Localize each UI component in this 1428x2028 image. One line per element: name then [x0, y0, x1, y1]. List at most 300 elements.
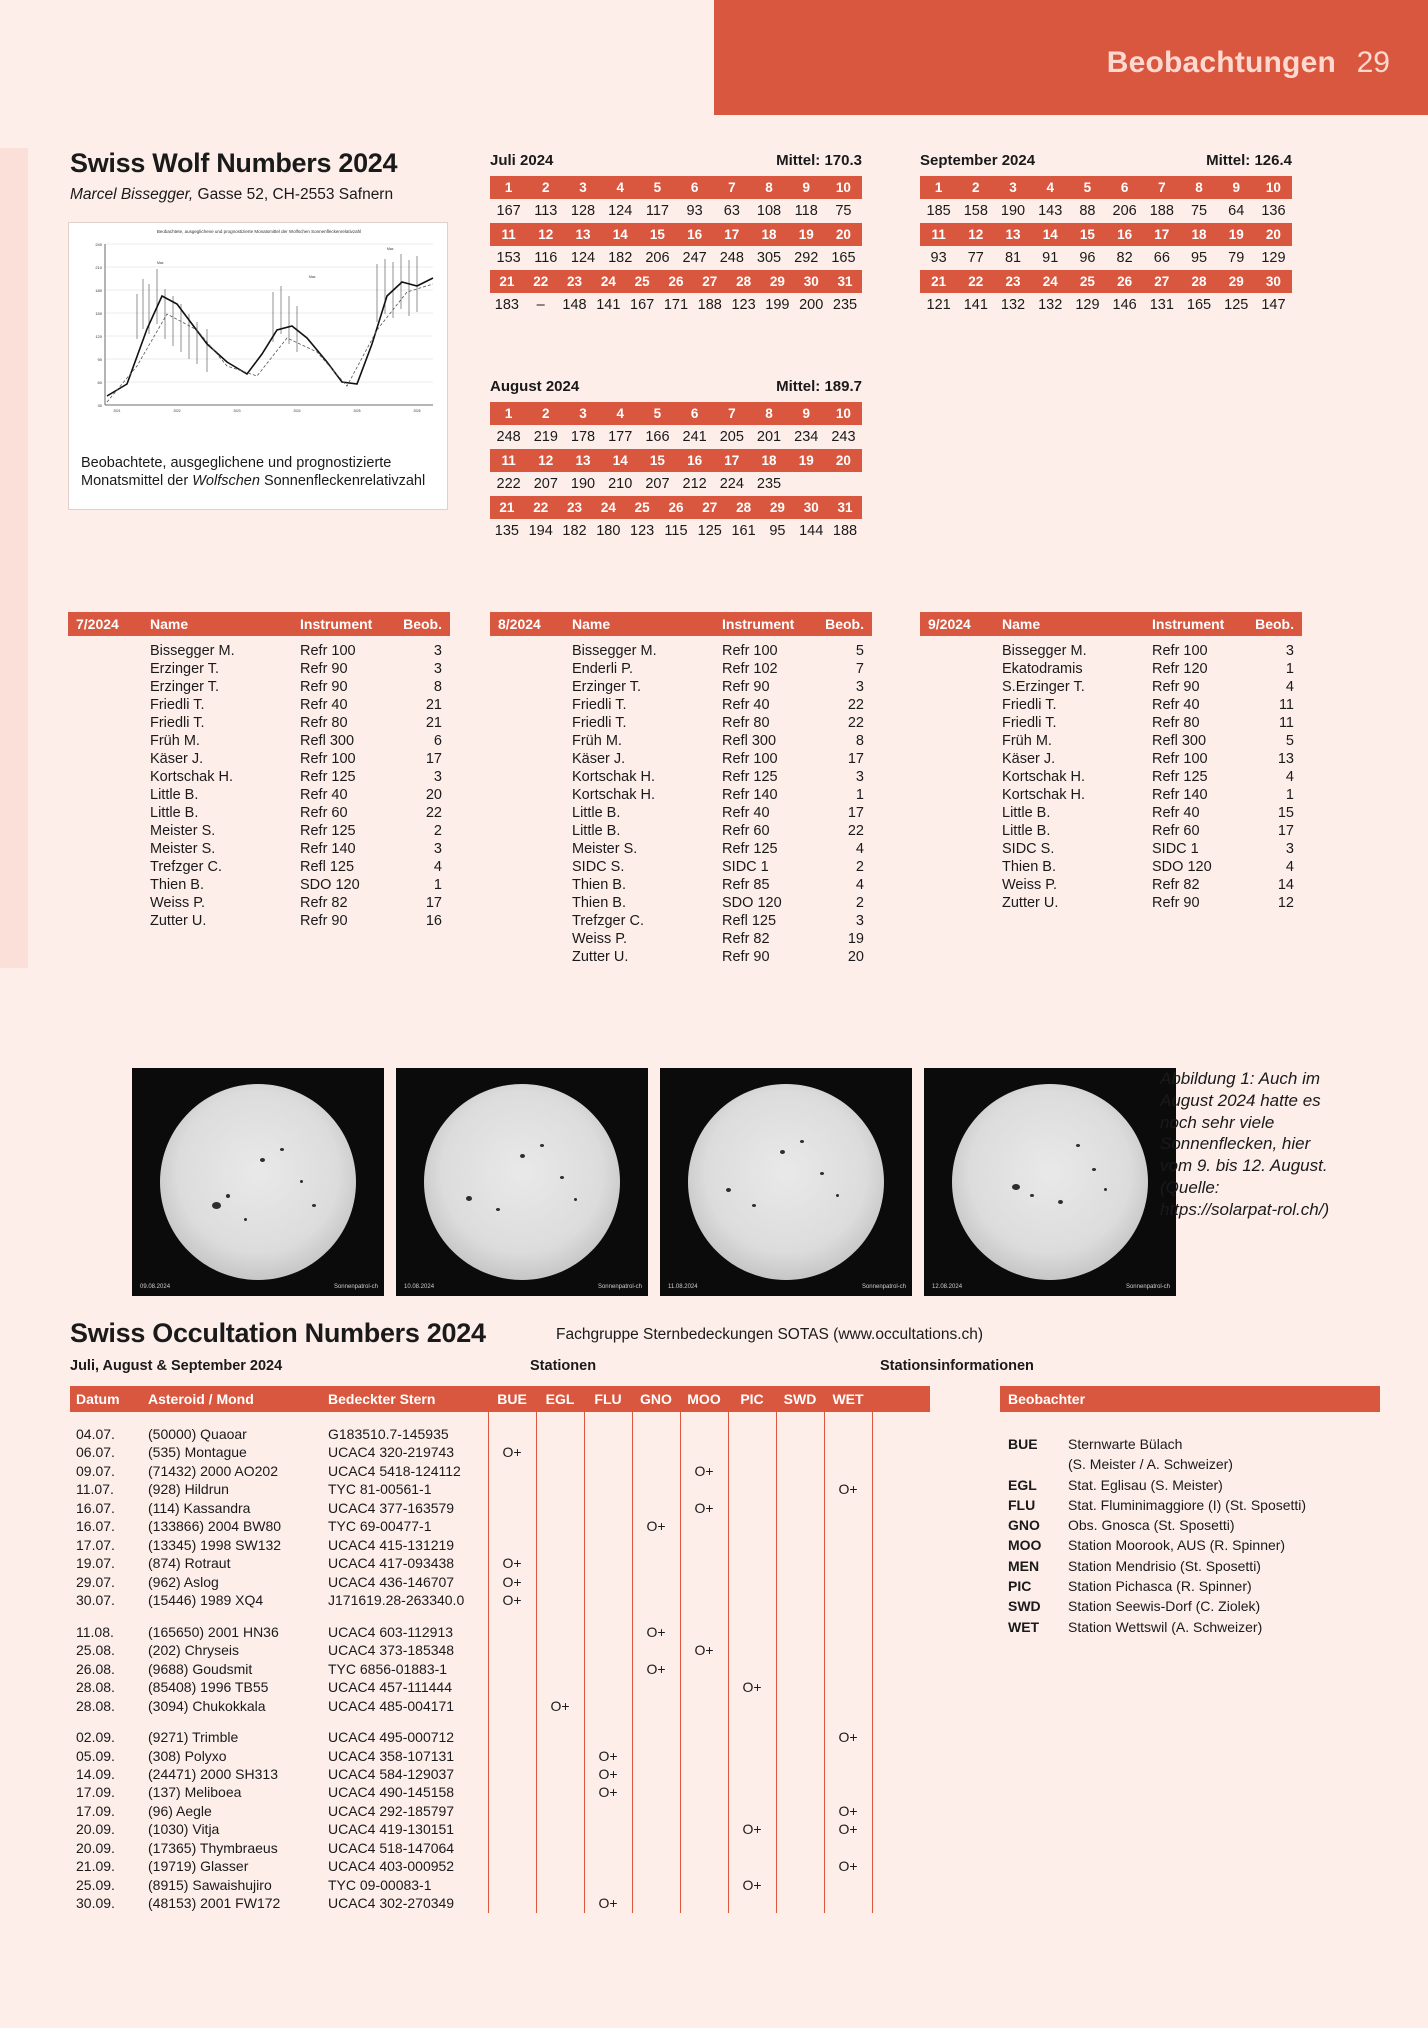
- cell-name: Trefzger C.: [572, 913, 644, 929]
- station-desc: Stat. Eglisau (S. Meister): [1068, 1476, 1223, 1493]
- cell-mark: [488, 1660, 536, 1678]
- table-row: [490, 660, 872, 678]
- cell-mark: [536, 1857, 584, 1875]
- value-cell: 243: [831, 429, 856, 445]
- table-row: [920, 894, 1302, 912]
- station-code: BUE: [1008, 1436, 1038, 1452]
- day-cell: 23: [1005, 274, 1021, 289]
- cell-name: Weiss P.: [1002, 877, 1058, 893]
- cell-mark: O+: [838, 1821, 858, 1838]
- station-desc: Obs. Gnosca (St. Sposetti): [1068, 1517, 1235, 1534]
- day-cell: 26: [668, 274, 684, 289]
- value-cell: 167: [630, 297, 655, 313]
- cell-instrument: Refr 100: [300, 751, 356, 767]
- cell-beob: 20: [425, 787, 442, 803]
- svg-text:30: 30: [97, 403, 102, 408]
- value-cell: 141: [963, 297, 988, 313]
- cell-mark: [680, 1660, 728, 1678]
- cell-beob: 22: [847, 697, 864, 713]
- value-cell: 143: [1038, 203, 1063, 219]
- cell-mark: [488, 1857, 536, 1875]
- value-cell: 247: [682, 250, 707, 266]
- cell-mark: O+: [838, 1858, 858, 1875]
- cell-beob: 15: [1277, 805, 1294, 821]
- cell-mark: [776, 1499, 824, 1517]
- cell-instrument: Refr 100: [1152, 751, 1208, 767]
- station-code: FLU: [1008, 1496, 1036, 1513]
- cell-mark: [776, 1425, 824, 1443]
- day-cell: 21: [931, 274, 947, 289]
- col-beob: Beob.: [825, 616, 864, 632]
- month-table-august: [490, 378, 862, 543]
- cell-beob: 17: [847, 805, 864, 821]
- cell-instrument: Refr 125: [722, 769, 778, 785]
- day-header-row: [920, 270, 1292, 293]
- cell-beob: 17: [1277, 823, 1294, 839]
- image-source-label: Sonnenpatrol-ch: [1125, 1284, 1170, 1290]
- day-cell: 2: [542, 180, 550, 195]
- cell-mark: [632, 1536, 680, 1554]
- cell-beob: 19: [847, 931, 864, 947]
- cell-beob: 4: [1285, 679, 1294, 695]
- list-item: [1000, 1535, 1380, 1555]
- cell-mark: [488, 1783, 536, 1801]
- cell-star: TYC 09-00083-1: [328, 1876, 432, 1893]
- cell-mark: O+: [742, 1876, 762, 1893]
- day-cell: 8: [765, 406, 773, 421]
- cell-mark: [536, 1765, 584, 1783]
- list-item: [1000, 1596, 1380, 1616]
- cell-instrument: Refr 100: [300, 643, 356, 659]
- cell-mark: [728, 1857, 776, 1875]
- table-row: [920, 732, 1302, 750]
- cell-mark: [536, 1678, 584, 1696]
- cell-mark: [728, 1728, 776, 1746]
- cell-beob: 13: [1277, 751, 1294, 767]
- value-cell: 248: [719, 250, 744, 266]
- cell-mark: [824, 1876, 872, 1894]
- cell-mark: [824, 1462, 872, 1480]
- day-cell: 12: [538, 227, 554, 242]
- station-code: WET: [1008, 1618, 1040, 1635]
- list-item: [1000, 1475, 1380, 1495]
- svg-text:150: 150: [95, 311, 102, 316]
- cell-mark: [728, 1573, 776, 1591]
- cell-instrument: Refr 125: [722, 841, 778, 857]
- cell-instrument: Refr 125: [300, 769, 356, 785]
- cell-mark: [680, 1678, 728, 1696]
- cell-beob: 3: [433, 661, 442, 677]
- table-row: [70, 1480, 930, 1498]
- value-cell: 210: [608, 476, 633, 492]
- cell-instrument: Refr 125: [300, 823, 356, 839]
- col-name: Name: [150, 616, 189, 632]
- period-label: 8/2024: [498, 616, 541, 632]
- day-cell: 8: [765, 180, 773, 195]
- cell-mark: [728, 1591, 776, 1609]
- table-row: [490, 714, 872, 732]
- col-station-egl: EGL: [545, 1391, 575, 1407]
- table-row: [490, 912, 872, 930]
- day-cell: 20: [1265, 227, 1281, 242]
- day-cell: 22: [533, 274, 549, 289]
- table-row: [68, 912, 450, 930]
- cell-beob: 3: [433, 769, 442, 785]
- day-cell: 25: [634, 500, 650, 515]
- col-name: Name: [1002, 616, 1041, 632]
- wolf-section-title: Swiss Wolf Numbers 2024: [70, 148, 398, 178]
- day-cell: 17: [1154, 227, 1170, 242]
- cell-star: UCAC4 292-185797: [328, 1802, 455, 1819]
- table-row: [920, 858, 1302, 876]
- sun-disc: [160, 1084, 356, 1280]
- table-row: [70, 1536, 930, 1554]
- cell-beob: 21: [425, 715, 442, 731]
- cell-mark: [776, 1876, 824, 1894]
- sun-disc: [952, 1084, 1148, 1280]
- cell-mark: [776, 1839, 824, 1857]
- cell-mark: [776, 1802, 824, 1820]
- value-cell: 129: [1075, 297, 1100, 313]
- cell-mark: [728, 1839, 776, 1857]
- cell-instrument: SDO 120: [722, 895, 782, 911]
- cell-date: 16.07.: [76, 1518, 115, 1535]
- table-row: [70, 1573, 930, 1591]
- cell-asteroid: (3094) Chukokkala: [148, 1697, 266, 1714]
- cell-mark: [728, 1480, 776, 1498]
- day-cell: 22: [968, 274, 984, 289]
- occultation-subtitle: Fachgruppe Sternbedeckungen SOTAS (www.occultations.ch): [556, 1326, 984, 1343]
- month-table-september: [920, 152, 1292, 317]
- wolf-chart: [77, 229, 441, 447]
- station-code: MEN: [1008, 1557, 1040, 1574]
- col-asteroid: Asteroid / Mond: [148, 1391, 254, 1407]
- table-row: [70, 1641, 930, 1659]
- table-row: [490, 768, 872, 786]
- cell-mark: [824, 1641, 872, 1659]
- cell-name: Little B.: [150, 805, 199, 821]
- value-cell: 188: [697, 297, 722, 313]
- value-cell: 183: [494, 297, 519, 313]
- value-cell: 177: [608, 429, 633, 445]
- day-header-row: [490, 176, 862, 199]
- station-desc: Station Moorook, AUS (R. Spinner): [1068, 1537, 1286, 1554]
- day-cell: 14: [1042, 227, 1058, 242]
- occultation-table: [70, 1386, 930, 1913]
- col-station-swd: SWD: [783, 1391, 817, 1407]
- cell-mark: [488, 1480, 536, 1498]
- cell-name: Zutter U.: [150, 913, 207, 929]
- cell-date: 19.07.: [76, 1555, 115, 1572]
- day-cell: 13: [1005, 227, 1021, 242]
- station-desc: Sternwarte Bülach: [1068, 1436, 1183, 1452]
- table-row: [70, 1820, 930, 1838]
- value-cell: 185: [926, 203, 951, 219]
- day-header-row: [490, 496, 862, 519]
- cell-mark: O+: [598, 1784, 618, 1801]
- day-cell: 24: [600, 274, 616, 289]
- day-cell: 6: [1120, 180, 1129, 195]
- cell-beob: 22: [847, 715, 864, 731]
- period-label: 9/2024: [928, 616, 971, 632]
- value-cell: 248: [496, 429, 521, 445]
- month-name-august: August 2024: [490, 378, 580, 395]
- cell-mark: [632, 1425, 680, 1443]
- value-cell: 194: [528, 523, 553, 539]
- cell-instrument: Refr 40: [300, 697, 348, 713]
- value-cell: 91: [1042, 250, 1059, 266]
- svg-text:Max: Max: [157, 261, 164, 265]
- day-cell: 10: [835, 180, 851, 195]
- cell-star: UCAC4 490-145158: [328, 1784, 455, 1801]
- cell-asteroid: (85408) 1996 TB55: [148, 1679, 269, 1696]
- day-cell: 7: [1158, 180, 1166, 195]
- cell-mark: [824, 1697, 872, 1715]
- cell-mark: [584, 1820, 632, 1838]
- cell-mark: [680, 1783, 728, 1801]
- cell-mark: [632, 1499, 680, 1517]
- cell-mark: [536, 1573, 584, 1591]
- cell-instrument: Refr 90: [722, 949, 770, 965]
- cell-name: Enderli P.: [572, 661, 633, 677]
- cell-beob: 5: [855, 643, 864, 659]
- cell-mark: O+: [502, 1592, 522, 1609]
- cell-instrument: Refr 82: [300, 895, 348, 911]
- value-cell: 75: [835, 203, 852, 219]
- list-item: [1000, 1495, 1380, 1515]
- cell-beob: 1: [433, 877, 442, 893]
- day-cell: 20: [835, 227, 851, 242]
- cell-name: Friedli T.: [150, 715, 205, 731]
- day-cell: 16: [687, 227, 703, 242]
- table-row: [920, 714, 1302, 732]
- cell-name: Weiss P.: [150, 895, 206, 911]
- day-cell: 8: [1195, 180, 1203, 195]
- value-cell: 121: [926, 297, 951, 313]
- day-cell: 11: [501, 453, 516, 468]
- list-item: [1000, 1434, 1380, 1454]
- value-cell: 180: [596, 523, 621, 539]
- cell-name: Weiss P.: [572, 931, 628, 947]
- cell-mark: O+: [502, 1444, 522, 1461]
- cell-name: Little B.: [572, 805, 621, 821]
- cell-name: Friedli T.: [1002, 715, 1057, 731]
- value-cell: 116: [534, 250, 558, 266]
- day-cell: 24: [1042, 274, 1058, 289]
- value-cell: 66: [1153, 250, 1170, 266]
- chart-caption-italic: Wolfschen: [192, 472, 260, 489]
- cell-date: 17.09.: [76, 1784, 115, 1801]
- day-cell: 2: [972, 180, 980, 195]
- cell-mark: [584, 1697, 632, 1715]
- cell-star: UCAC4 584-129037: [328, 1765, 455, 1782]
- cell-star: UCAC4 377-163579: [328, 1499, 455, 1516]
- day-cell: 21: [499, 274, 515, 289]
- table-row: [920, 786, 1302, 804]
- cell-mark: [824, 1425, 872, 1443]
- day-cell: 3: [579, 406, 587, 421]
- cell-mark: [776, 1462, 824, 1480]
- value-cell: 165: [1186, 297, 1212, 313]
- day-cell: 23: [567, 500, 583, 515]
- value-cell: 182: [562, 523, 587, 539]
- table-row: [920, 822, 1302, 840]
- cell-mark: [488, 1728, 536, 1746]
- value-cell: 115: [664, 523, 688, 539]
- cell-mark: [680, 1443, 728, 1461]
- cell-mark: [776, 1697, 824, 1715]
- value-cell: 182: [608, 250, 633, 266]
- cell-date: 26.08.: [76, 1660, 115, 1677]
- cell-mark: [584, 1678, 632, 1696]
- cell-mark: [488, 1499, 536, 1517]
- cell-name: Kortschak H.: [1002, 769, 1085, 785]
- table-row: [68, 786, 450, 804]
- cell-mark: [488, 1678, 536, 1696]
- value-cell: 171: [663, 297, 689, 313]
- table-row: [70, 1554, 930, 1572]
- table-row: [490, 822, 872, 840]
- table-row: [920, 678, 1302, 696]
- cell-instrument: Refr 60: [300, 805, 348, 821]
- cell-mark: [824, 1443, 872, 1461]
- value-cell: 95: [769, 523, 786, 539]
- cell-mark: [824, 1783, 872, 1801]
- cell-name: Kortschak H.: [150, 769, 233, 785]
- table-row: [68, 768, 450, 786]
- svg-text:Max: Max: [387, 247, 394, 251]
- table-row: [68, 660, 450, 678]
- table-row: [490, 948, 872, 966]
- value-cell: 129: [1261, 250, 1286, 266]
- cell-mark: [632, 1554, 680, 1572]
- col-station-flu: FLU: [594, 1391, 622, 1407]
- cell-mark: [728, 1802, 776, 1820]
- cell-date: 04.07.: [76, 1426, 115, 1442]
- list-item: [1000, 1515, 1380, 1535]
- cell-mark: [488, 1747, 536, 1765]
- cell-instrument: Refr 40: [300, 787, 348, 803]
- table-row: [490, 750, 872, 768]
- svg-text:60: 60: [97, 380, 102, 385]
- cell-beob: 17: [425, 895, 442, 911]
- cell-asteroid: (133866) 2004 BW80: [148, 1518, 282, 1535]
- cell-mark: [584, 1554, 632, 1572]
- cell-name: Kortschak H.: [572, 769, 655, 785]
- cell-mark: [776, 1728, 824, 1746]
- value-cell: 178: [570, 429, 596, 445]
- cell-mark: [824, 1894, 872, 1912]
- day-cell: 19: [1228, 227, 1244, 242]
- wolf-chart-caption: [81, 455, 437, 490]
- cell-name: Bissegger M.: [150, 643, 235, 659]
- day-cell: 2: [542, 406, 550, 421]
- day-cell: 1: [504, 180, 513, 195]
- cell-name: Erzinger T.: [150, 679, 220, 695]
- cell-mark: [776, 1820, 824, 1838]
- image-timestamp: 09.08.2024: [140, 1284, 171, 1290]
- day-cell: 20: [835, 453, 851, 468]
- value-cell: 128: [570, 203, 596, 219]
- cell-mark: [584, 1480, 632, 1498]
- cell-beob: 4: [1285, 859, 1294, 875]
- day-cell: 18: [761, 227, 777, 242]
- day-cell: 4: [616, 406, 624, 421]
- day-cell: 26: [668, 500, 684, 515]
- cell-mark: O+: [742, 1821, 762, 1838]
- day-cell: 6: [690, 406, 699, 421]
- table-row: [68, 678, 450, 696]
- cell-name: Erzinger T.: [572, 679, 642, 695]
- cell-name: SIDC S.: [1002, 841, 1055, 857]
- month-name-juli: Juli 2024: [490, 152, 554, 169]
- day-cell: 27: [702, 274, 718, 289]
- station-desc: Station Pichasca (R. Spinner): [1068, 1578, 1252, 1595]
- value-cell: 207: [645, 476, 670, 492]
- cell-instrument: SDO 120: [300, 877, 360, 893]
- station-info-rows: [1000, 1434, 1380, 1637]
- cell-instrument: Refr 140: [300, 841, 356, 857]
- cell-star: G183510.7-145935: [328, 1426, 449, 1442]
- cell-mark: [776, 1678, 824, 1696]
- cell-date: 09.07.: [76, 1462, 115, 1479]
- value-cell: 153: [496, 250, 521, 266]
- table-row: [70, 1783, 930, 1801]
- day-header-row: [490, 449, 862, 472]
- table-row: [70, 1591, 930, 1609]
- cell-mark: [680, 1820, 728, 1838]
- value-cell: 188: [832, 523, 858, 539]
- value-cell: –: [536, 297, 545, 313]
- cell-mark: [776, 1536, 824, 1554]
- value-cell: 188: [1149, 203, 1174, 219]
- svg-text:240: 240: [95, 242, 102, 247]
- cell-mark: [632, 1747, 680, 1765]
- day-cell: 1: [934, 180, 943, 195]
- figure-caption: Abbildung 1: Auch im August 2024 hatte es noch sehr viele Sonnenflecken, hier vom 9. bis 12. August. (Quelle: https://solarpat-rol.ch/): [1160, 1069, 1330, 1219]
- cell-star: J171619.28-263340.0: [328, 1592, 465, 1609]
- day-cell: 12: [968, 227, 984, 242]
- cell-mark: [728, 1517, 776, 1535]
- cell-instrument: Refl 300: [722, 733, 777, 749]
- station-desc: Station Seewis-Dorf (C. Ziolek): [1068, 1598, 1261, 1615]
- cell-mark: [584, 1857, 632, 1875]
- cell-mark: [728, 1660, 776, 1678]
- observer-rows: [920, 642, 1302, 912]
- observer-table-header: [920, 612, 1302, 636]
- value-cell: 141: [596, 297, 621, 313]
- cell-mark: O+: [502, 1555, 522, 1572]
- value-cell: 224: [719, 476, 744, 492]
- cell-beob: 4: [855, 841, 864, 857]
- cell-beob: 1: [1285, 661, 1294, 677]
- day-cell: 15: [649, 227, 665, 242]
- day-cell: 31: [837, 274, 853, 289]
- cell-mark: [488, 1462, 536, 1480]
- day-cell: 19: [798, 453, 814, 468]
- cell-mark: [680, 1517, 728, 1535]
- sun-image-2: [396, 1068, 648, 1296]
- cell-mark: [488, 1765, 536, 1783]
- cell-star: UCAC4 603-112913: [328, 1623, 454, 1640]
- day-cell: 28: [736, 500, 752, 515]
- value-cell: 63: [723, 203, 740, 219]
- value-cell: 82: [1116, 250, 1133, 266]
- table-row: [70, 1443, 930, 1461]
- cell-name: Kortschak H.: [1002, 787, 1085, 803]
- observer-table-july: [68, 612, 450, 930]
- value-cell: 131: [1149, 297, 1174, 313]
